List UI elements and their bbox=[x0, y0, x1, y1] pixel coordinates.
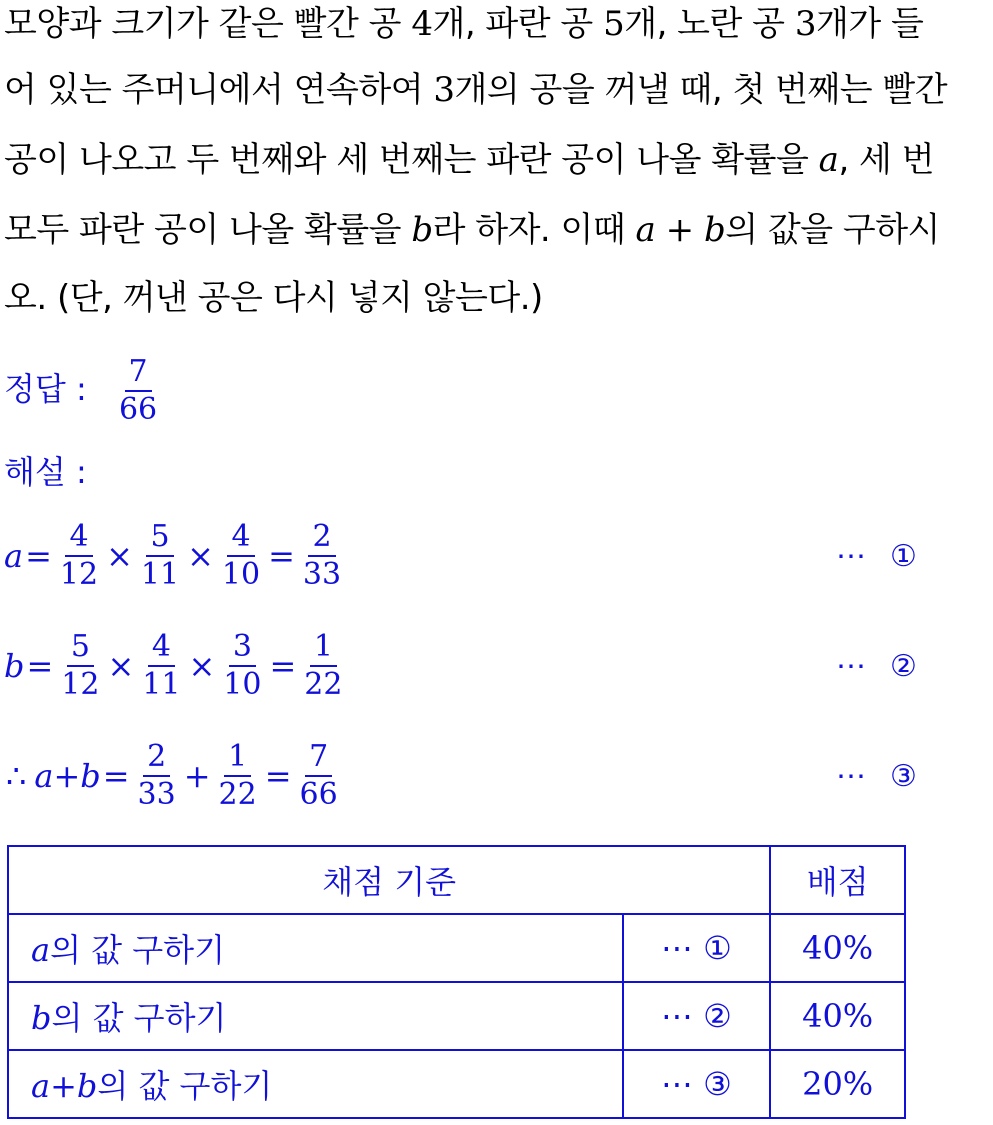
problem-text: 의 값을 구하시 bbox=[725, 210, 940, 250]
equation-lhs: a+b bbox=[34, 757, 101, 795]
math-number: 5 bbox=[603, 4, 625, 44]
fraction-denominator: 33 bbox=[302, 557, 342, 592]
equals-sign: = bbox=[25, 537, 52, 575]
grading-points: 40% bbox=[770, 982, 905, 1050]
step-marker bbox=[836, 734, 917, 818]
grading-points: 20% bbox=[770, 1050, 905, 1118]
problem-text: , 세 번 bbox=[838, 140, 935, 180]
grading-step-marker: ⋯ ① bbox=[623, 914, 771, 982]
operator-sign: × bbox=[106, 537, 133, 575]
fraction-numerator: 3 bbox=[229, 629, 256, 667]
fraction-numerator: 5 bbox=[67, 629, 94, 667]
grading-item-label: 의 값 구하기 bbox=[97, 1067, 273, 1105]
equals-sign: = bbox=[264, 757, 292, 795]
grading-table bbox=[7, 845, 906, 1119]
fraction-denominator: 12 bbox=[61, 667, 100, 702]
problem-text: 공이 나오고 두 번째와 세 번째는 파란 공이 나올 확률을 bbox=[4, 140, 819, 180]
problem-text: 개가 들 bbox=[815, 4, 924, 44]
problem-line bbox=[4, 70, 947, 110]
math-number: 3 bbox=[794, 4, 816, 44]
answer-fraction bbox=[115, 354, 161, 428]
grading-item-label: 의 값 구하기 bbox=[51, 999, 227, 1037]
answer-row bbox=[4, 354, 163, 428]
fraction-numerator: 1 bbox=[310, 629, 337, 667]
math-number: 3 bbox=[433, 70, 455, 110]
grading-item bbox=[8, 1050, 623, 1118]
fraction-denominator: 10 bbox=[221, 557, 261, 592]
problem-text: 어 있는 주머니에서 연속하여 bbox=[4, 70, 434, 110]
fraction bbox=[138, 629, 184, 703]
explanation-label: 해설 : bbox=[4, 453, 87, 491]
equals-sign: = bbox=[268, 537, 295, 575]
math-variable: a bbox=[818, 140, 839, 180]
fraction bbox=[300, 629, 346, 703]
grading-row bbox=[8, 1050, 905, 1118]
problem-line bbox=[4, 210, 940, 250]
equation-line bbox=[4, 624, 348, 708]
fraction bbox=[134, 739, 180, 813]
fraction-numerator: 4 bbox=[65, 519, 92, 557]
fraction-numerator: 2 bbox=[308, 519, 335, 557]
fraction-numerator: 1 bbox=[224, 739, 251, 777]
grading-header-criteria: 채점 기준 bbox=[8, 846, 770, 914]
fraction bbox=[57, 629, 103, 703]
fraction-numerator: 2 bbox=[143, 739, 170, 777]
circled-step-number: ① bbox=[890, 538, 917, 574]
operator-sign: × bbox=[188, 647, 216, 685]
problem-text: 오. (단, 꺼낸 공은 다시 넣지 않는다.) bbox=[4, 278, 543, 318]
grading-row bbox=[8, 914, 905, 982]
circled-step-number: ② bbox=[890, 648, 917, 684]
operator-sign: × bbox=[187, 537, 214, 575]
grading-row bbox=[8, 982, 905, 1050]
fraction-denominator: 12 bbox=[59, 557, 99, 592]
problem-text: 개, 파란 공 bbox=[432, 4, 604, 44]
problem-text: 라 하자. 이때 bbox=[432, 210, 636, 250]
fraction bbox=[137, 519, 183, 593]
fraction bbox=[218, 519, 264, 593]
step-marker bbox=[836, 514, 917, 598]
fraction-numerator: 4 bbox=[227, 519, 254, 557]
ellipsis: ⋯ bbox=[836, 758, 866, 794]
fraction-numerator: 7 bbox=[305, 739, 332, 777]
problem-line bbox=[4, 4, 923, 44]
problem-text: 모양과 크기가 같은 빨간 공 bbox=[4, 4, 412, 44]
grading-header-points: 배점 bbox=[770, 846, 905, 914]
grading-points: 40% bbox=[770, 914, 905, 982]
equals-sign: = bbox=[26, 647, 54, 685]
fraction-denominator: 11 bbox=[140, 557, 180, 592]
fraction-numerator: 5 bbox=[146, 519, 173, 557]
math-number: + bbox=[655, 210, 704, 250]
answer-label: 정답 : bbox=[4, 370, 87, 408]
answer-denominator: 66 bbox=[118, 392, 158, 427]
step-marker bbox=[836, 624, 917, 708]
fraction bbox=[299, 519, 345, 593]
equation-lhs: b bbox=[4, 647, 25, 685]
problem-text: 모두 파란 공이 나올 확률을 bbox=[4, 210, 412, 250]
grading-item-var: a bbox=[31, 931, 51, 969]
grading-item bbox=[8, 914, 623, 982]
problem-text: 개의 공을 꺼낼 때, 첫 번째는 빨간 bbox=[454, 70, 948, 110]
equals-sign: = bbox=[102, 757, 130, 795]
fraction bbox=[56, 519, 102, 593]
answer-numerator: 7 bbox=[125, 354, 152, 392]
problem-line bbox=[4, 278, 543, 318]
grading-header-row bbox=[8, 846, 905, 914]
grading-item bbox=[8, 982, 623, 1050]
fraction-numerator: 4 bbox=[148, 629, 175, 667]
fraction-denominator: 22 bbox=[218, 777, 257, 812]
grading-step-marker: ⋯ ③ bbox=[623, 1050, 771, 1118]
math-number: 4 bbox=[411, 4, 433, 44]
fraction-denominator: 10 bbox=[223, 667, 262, 702]
circled-step-number: ③ bbox=[890, 758, 917, 794]
grading-item-var: b bbox=[31, 999, 52, 1037]
problem-line bbox=[4, 140, 934, 180]
fraction-denominator: 66 bbox=[299, 777, 338, 812]
ellipsis: ⋯ bbox=[836, 538, 866, 574]
grading-item-label: 의 값 구하기 bbox=[50, 931, 225, 969]
fraction bbox=[215, 739, 261, 813]
math-variable: a bbox=[635, 210, 656, 250]
equation-line bbox=[4, 514, 347, 598]
math-variable: b bbox=[703, 210, 726, 250]
fraction-denominator: 33 bbox=[137, 777, 176, 812]
fraction bbox=[296, 739, 342, 813]
operator-sign: + bbox=[183, 757, 211, 795]
equation-lhs: a bbox=[4, 537, 24, 575]
fraction-denominator: 11 bbox=[142, 667, 181, 702]
ellipsis: ⋯ bbox=[836, 648, 866, 684]
fraction-denominator: 22 bbox=[304, 667, 343, 702]
problem-text: 개, 노란 공 bbox=[624, 4, 795, 44]
grading-item-var: a+b bbox=[31, 1067, 98, 1105]
therefore-symbol: ∴ bbox=[6, 757, 27, 795]
grading-step-marker: ⋯ ② bbox=[623, 982, 771, 1050]
equation-line bbox=[4, 734, 344, 818]
math-variable: b bbox=[411, 210, 433, 250]
operator-sign: × bbox=[107, 647, 135, 685]
fraction bbox=[219, 629, 265, 703]
equals-sign: = bbox=[269, 647, 297, 685]
